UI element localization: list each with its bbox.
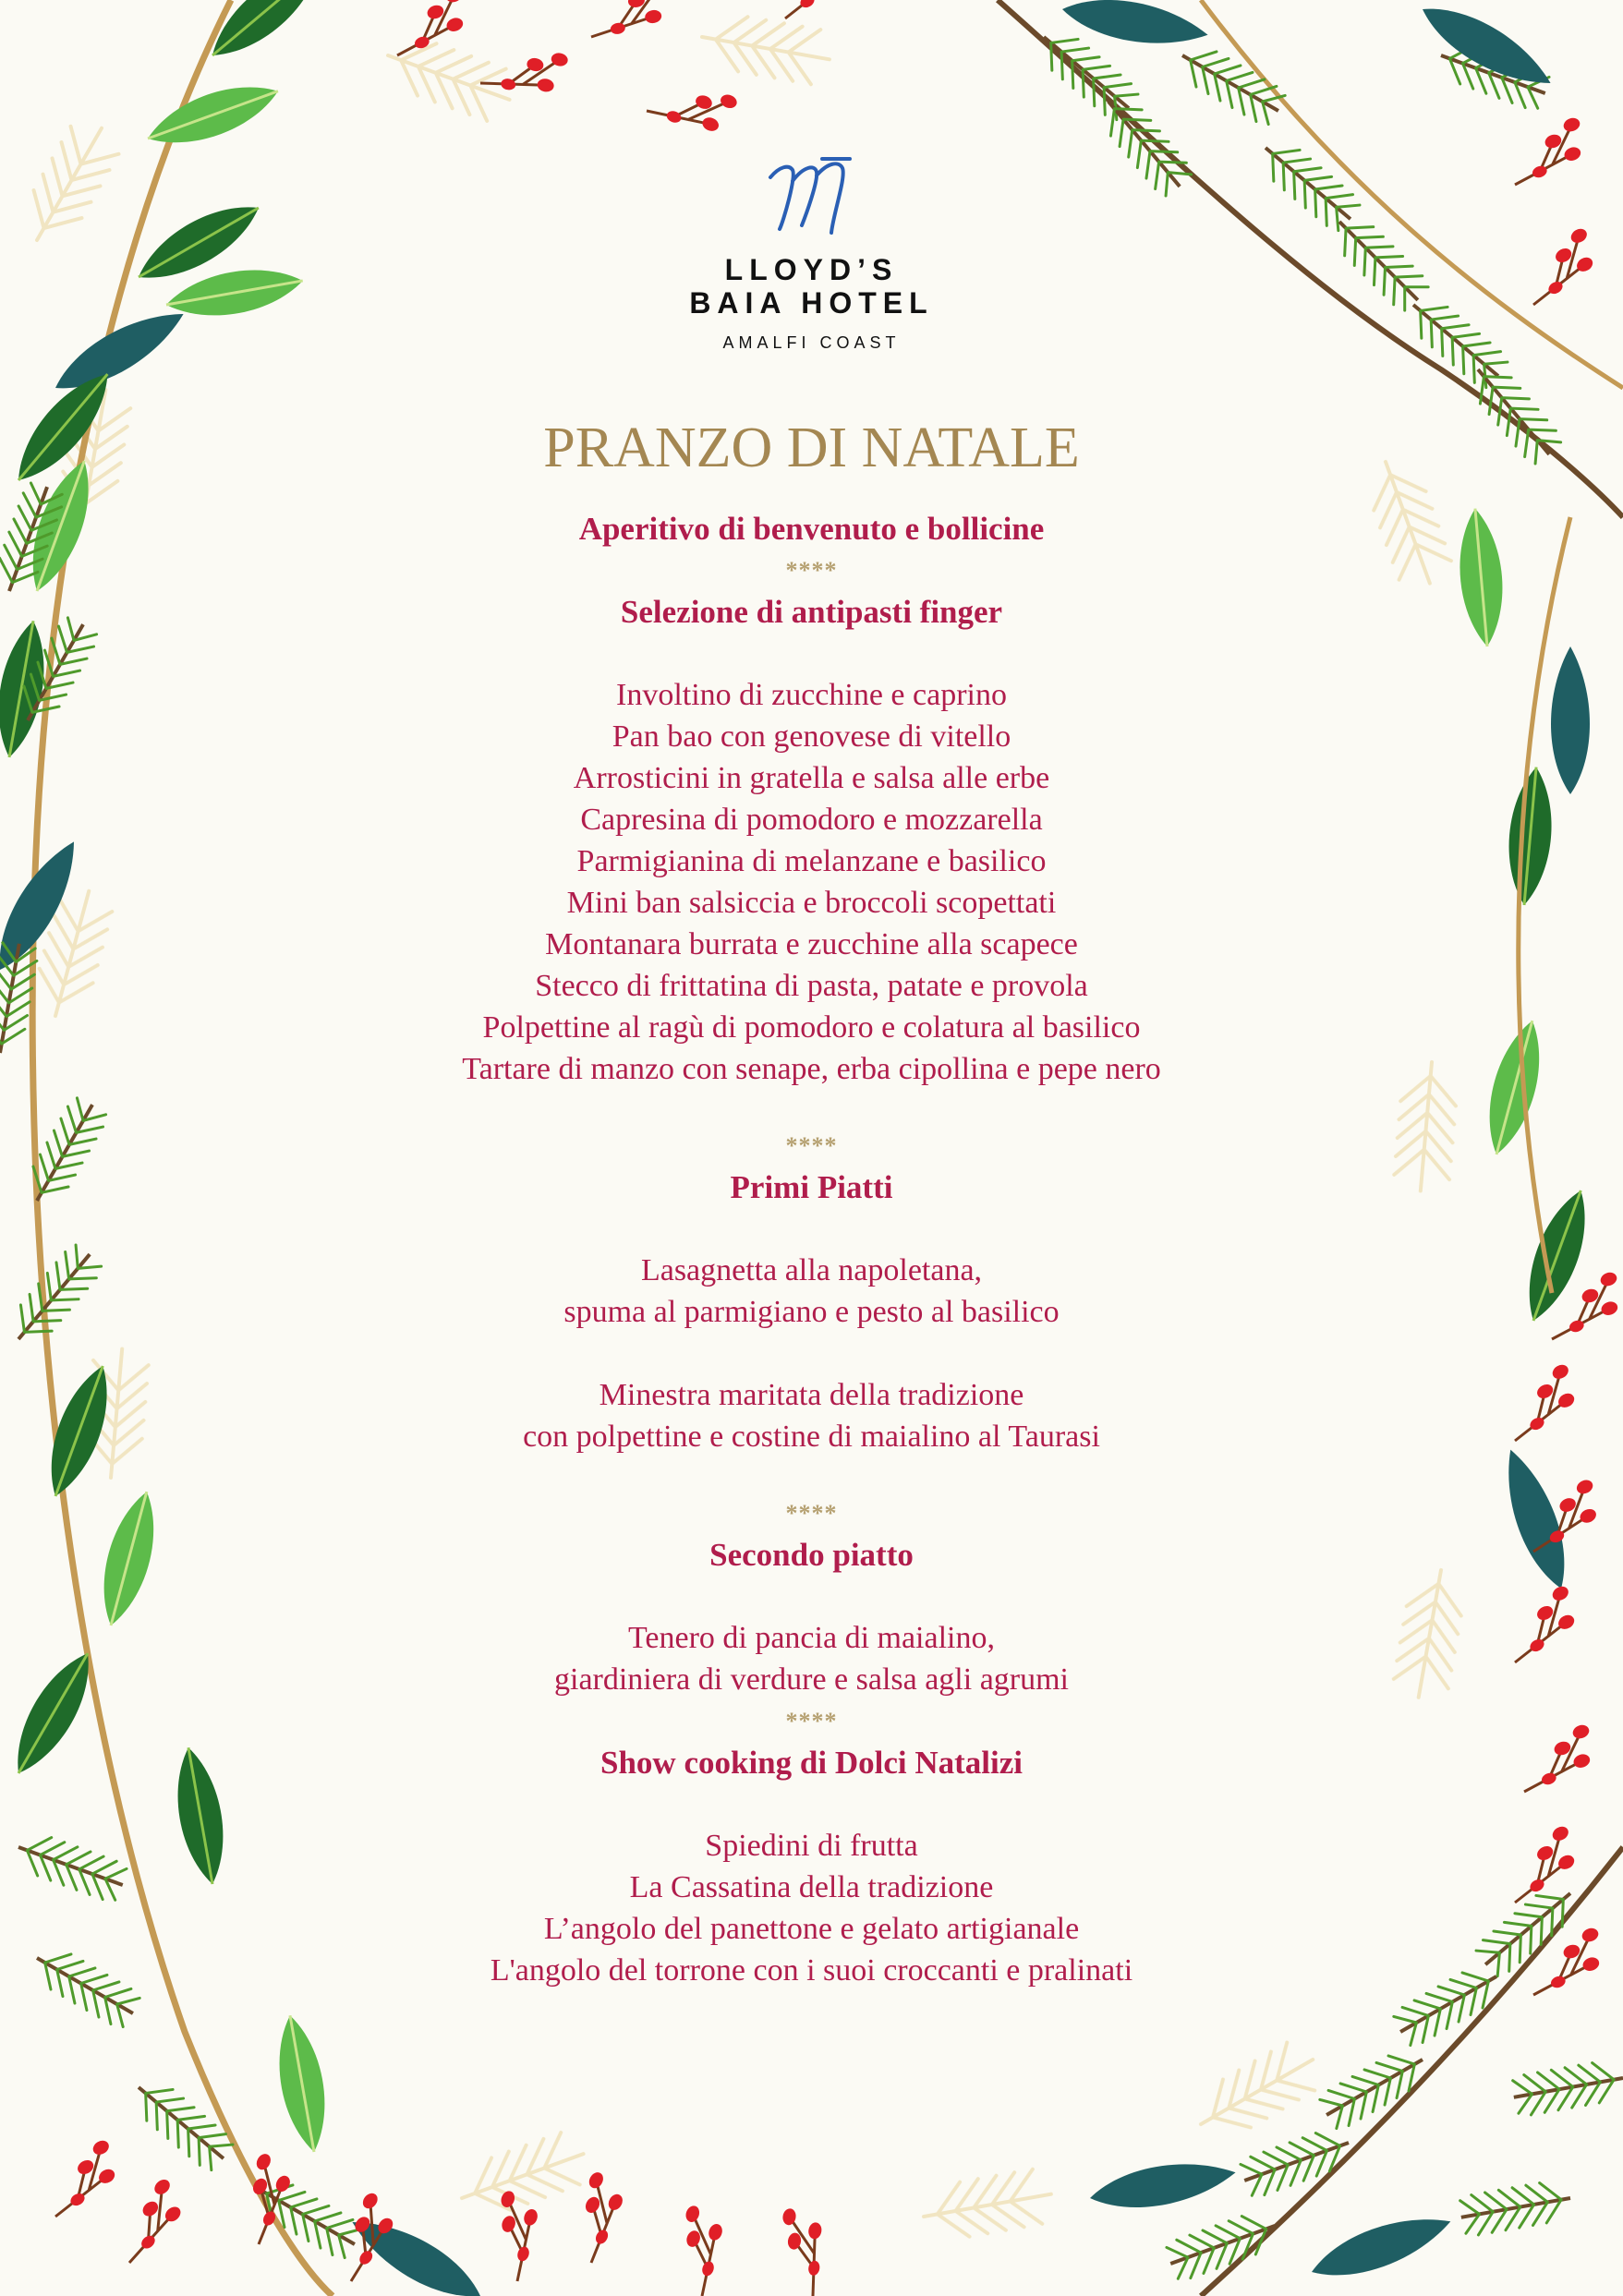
brand-line-2: BAIA HOTEL xyxy=(689,286,934,320)
aperitivo-heading: Aperitivo di benvenuto e bollicine xyxy=(578,511,1045,547)
secondo-dish-line-2: giardiniera di verdure e salsa agli agrumi xyxy=(554,1662,1069,1697)
separator: **** xyxy=(785,557,838,584)
antipasti-item: Parmigianina di melanzane e basilico xyxy=(576,844,1047,878)
menu-title: PRANZO DI NATALE xyxy=(543,417,1080,479)
hotel-logo xyxy=(0,157,1623,353)
primi-dish-2-line-2: con polpettine e costine di maialino al Taurasi xyxy=(523,1420,1100,1454)
primi-dish-1-line-2: spuma al parmigiano e pesto al basilico xyxy=(563,1295,1060,1329)
dolci-item: La Cassatina della tradizione xyxy=(629,1870,994,1904)
antipasti-item: Pan bao con genovese di vitello xyxy=(612,719,1011,754)
primi-dish-1-line-1: Lasagnetta alla napoletana, xyxy=(640,1253,983,1287)
brand-line-1: LLOYD’S xyxy=(724,253,899,286)
dolci-heading: Show cooking di Dolci Natalizi xyxy=(600,1745,1023,1781)
brand-line-3: AMALFI COAST xyxy=(722,333,901,352)
primi-heading: Primi Piatti xyxy=(730,1169,893,1205)
dolci-item: Spiedini di frutta xyxy=(705,1829,918,1863)
separator: **** xyxy=(785,1708,838,1734)
separator: **** xyxy=(785,1500,838,1527)
secondo-dish-line-1: Tenero di pancia di maialino, xyxy=(628,1621,995,1655)
antipasti-item: Montanara burrata e zucchine alla scapece xyxy=(545,927,1078,961)
antipasti-item: Polpettine al ragù di pomodoro e colatura al basilico xyxy=(482,1010,1141,1045)
antipasti-item: Tartare di manzo con senape, erba cipollina e pepe nero xyxy=(462,1052,1161,1086)
dolci-item: L’angolo del panettone e gelato artigianale xyxy=(543,1912,1080,1946)
antipasti-heading: Selezione di antipasti finger xyxy=(620,594,1003,630)
primi-dish-2-line-1: Minestra maritata della tradizione xyxy=(599,1378,1024,1412)
antipasti-item: Mini ban salsiccia e broccoli scopettati xyxy=(566,886,1057,920)
monogram-logo xyxy=(761,157,863,240)
secondo-heading: Secondo piatto xyxy=(709,1537,914,1573)
antipasti-item: Involtino di zucchine e caprino xyxy=(616,678,1007,712)
antipasti-item: Arrosticini in gratella e salsa alle erbe xyxy=(573,761,1050,795)
antipasti-item: Stecco di frittatina di pasta, patate e provola xyxy=(535,969,1088,1003)
separator: **** xyxy=(785,1132,838,1159)
antipasti-item: Capresina di pomodoro e mozzarella xyxy=(580,803,1043,837)
christmas-lunch-menu xyxy=(351,406,1272,1991)
dolci-item: L'angolo del torrone con i suoi croccanti e pralinati xyxy=(490,1953,1133,1988)
